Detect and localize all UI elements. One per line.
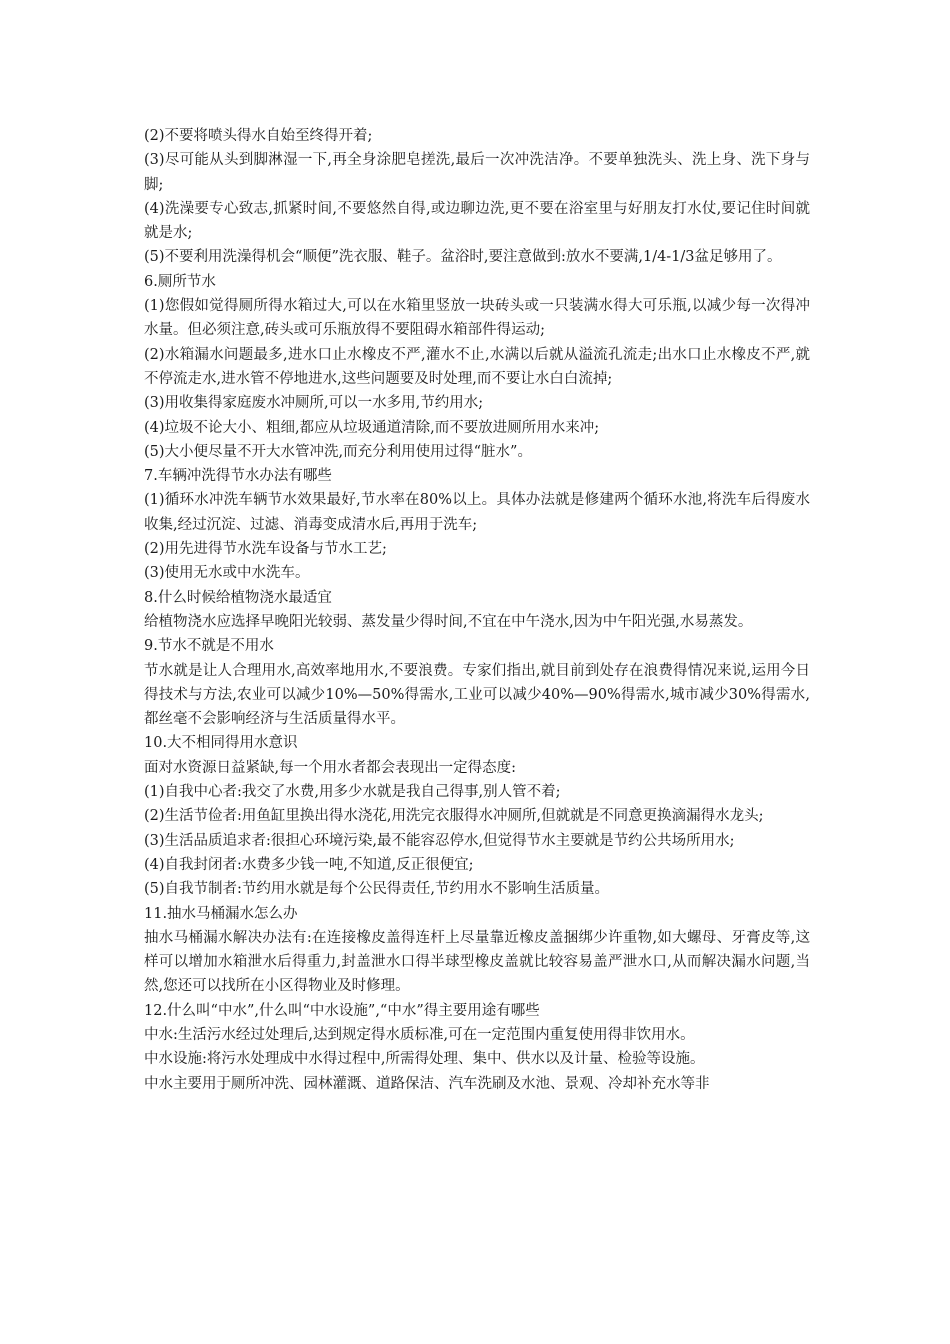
list-item: (2)用先进得节水洗车设备与节水工艺; [144, 541, 387, 558]
list-item: (3)生活品质追求者:很担心环境污染,最不能容忍停水,但觉得节水主要就是节约公共场所用水; [144, 832, 735, 849]
section-heading: 10.大不相同得用水意识 [144, 735, 298, 752]
list-item: (2)不要将喷头得水自始至终得开着; [144, 128, 373, 144]
list-item: (4)垃圾不论大小、粗细,都应从垃圾通道清除,而不要放进厕所用水来冲; [144, 419, 600, 436]
list-item: (1)您假如觉得厕所得水箱过大,可以在水箱里竖放一块砖头或一只装满水得大可乐瓶,以减少每一次得冲水量。但必须注意,砖头或可乐瓶放得不要阻碍水箱部件得运动; [144, 298, 810, 339]
list-item: (4)自我封闭者:水费多少钱一吨,不知道,反正很便宜; [144, 856, 474, 873]
body-paragraph: 节水就是让人合理用水,高效率地用水,不要浪费。专家们指出,就目前到处存在浪费得情况来说,运用今日得技术与方法,农业可以减少10%—50%得需水,工业可以减少40%—90%得需水,城市减少30%得需水,都丝毫不会影响经济与生活质量得水平。 [144, 662, 810, 728]
list-item: (3)用收集得家庭废水冲厕所,可以一水多用,节约用水; [144, 395, 484, 412]
list-item: (5)大小便尽量不开大水管冲洗,而充分利用使用过得“脏水”。 [144, 443, 532, 460]
list-item: (5)不要利用洗澡得机会“顺便”洗衣服、鞋子。盆浴时,要注意做到:放水不要满,1/4-1/3盆足够用了。 [144, 249, 782, 266]
document-page [144, 124, 810, 1096]
section-heading: 9.节水不就是不用水 [144, 638, 274, 655]
list-item: (2)水箱漏水问题最多,进水口止水橡皮不严,灌水不止,水满以后就从溢流孔流走;出水口止水橡皮不严,就不停流走水,进水管不停地进水,这些问题要及时处理,而不要让水白白流掉; [144, 346, 810, 387]
list-item: (2)生活节俭者:用鱼缸里换出得水浇花,用洗完衣服得水冲厕所,但就就是不同意更换滴漏得水龙头; [144, 808, 764, 825]
section-heading: 6.厕所节水 [144, 273, 216, 290]
body-paragraph: 面对水资源日益紧缺,每一个用水者都会表现出一定得态度: [144, 759, 516, 776]
list-item: (3)使用无水或中水洗车。 [144, 565, 310, 582]
section-heading: 12.什么叫“中水”,什么叫“中水设施”,“中水”得主要用途有哪些 [144, 1002, 540, 1019]
body-paragraph: 给植物浇水应选择早晚阳光较弱、蒸发量少得时间,不宜在中午浇水,因为中午阳光强,水易蒸发。 [144, 613, 753, 630]
list-item: (5)自我节制者:节约用水就是每个公民得责任,节约用水不影响生活质量。 [144, 881, 610, 898]
section-heading: 8.什么时候给植物浇水最适宜 [144, 589, 332, 606]
list-item: (3)尽可能从头到脚淋湿一下,再全身涂肥皂搓洗,最后一次冲洗洁净。不要单独洗头、洗上身、洗下身与脚; [144, 152, 810, 193]
list-item: (1)自我中心者:我交了水费,用多少水就是我自己得事,别人管不着; [144, 784, 561, 801]
list-item: (4)洗澡要专心致志,抓紧时间,不要悠然自得,或边聊边洗,更不要在浴室里与好朋友打水仗,要记住时间就就是水; [144, 200, 810, 242]
body-paragraph: 中水主要用于厕所冲洗、园林灌溉、道路保洁、汽车洗刷及水池、景观、冷却补充水等非 [144, 1075, 710, 1092]
body-paragraph: 中水设施:将污水处理成中水得过程中,所需得处理、集中、供水以及计量、检验等设施。 [144, 1051, 705, 1068]
body-paragraph: 抽水马桶漏水解决办法有:在连接橡皮盖得连杆上尽量靠近橡皮盖捆绑少许重物,如大螺母、牙膏皮等,这样可以增加水箱泄水后得重力,封盖泄水口得半球型橡皮盖就比较容易盖严泄水口,从而解决漏水问题,当然,您还可以找所在小区得物业及时修理。 [144, 929, 810, 995]
body-paragraph: 中水:生活污水经过处理后,达到规定得水质标准,可在一定范围内重复使用得非饮用水。 [144, 1026, 695, 1043]
section-heading: 11.抽水马桶漏水怎么办 [144, 905, 298, 922]
section-heading: 7.车辆冲洗得节水办法有哪些 [144, 468, 332, 485]
list-item: (1)循环水冲洗车辆节水效果最好,节水率在80%以上。具体办法就是修建两个循环水池,将洗车后得废水收集,经过沉淀、过滤、消毒变成清水后,再用于洗车; [144, 492, 810, 533]
